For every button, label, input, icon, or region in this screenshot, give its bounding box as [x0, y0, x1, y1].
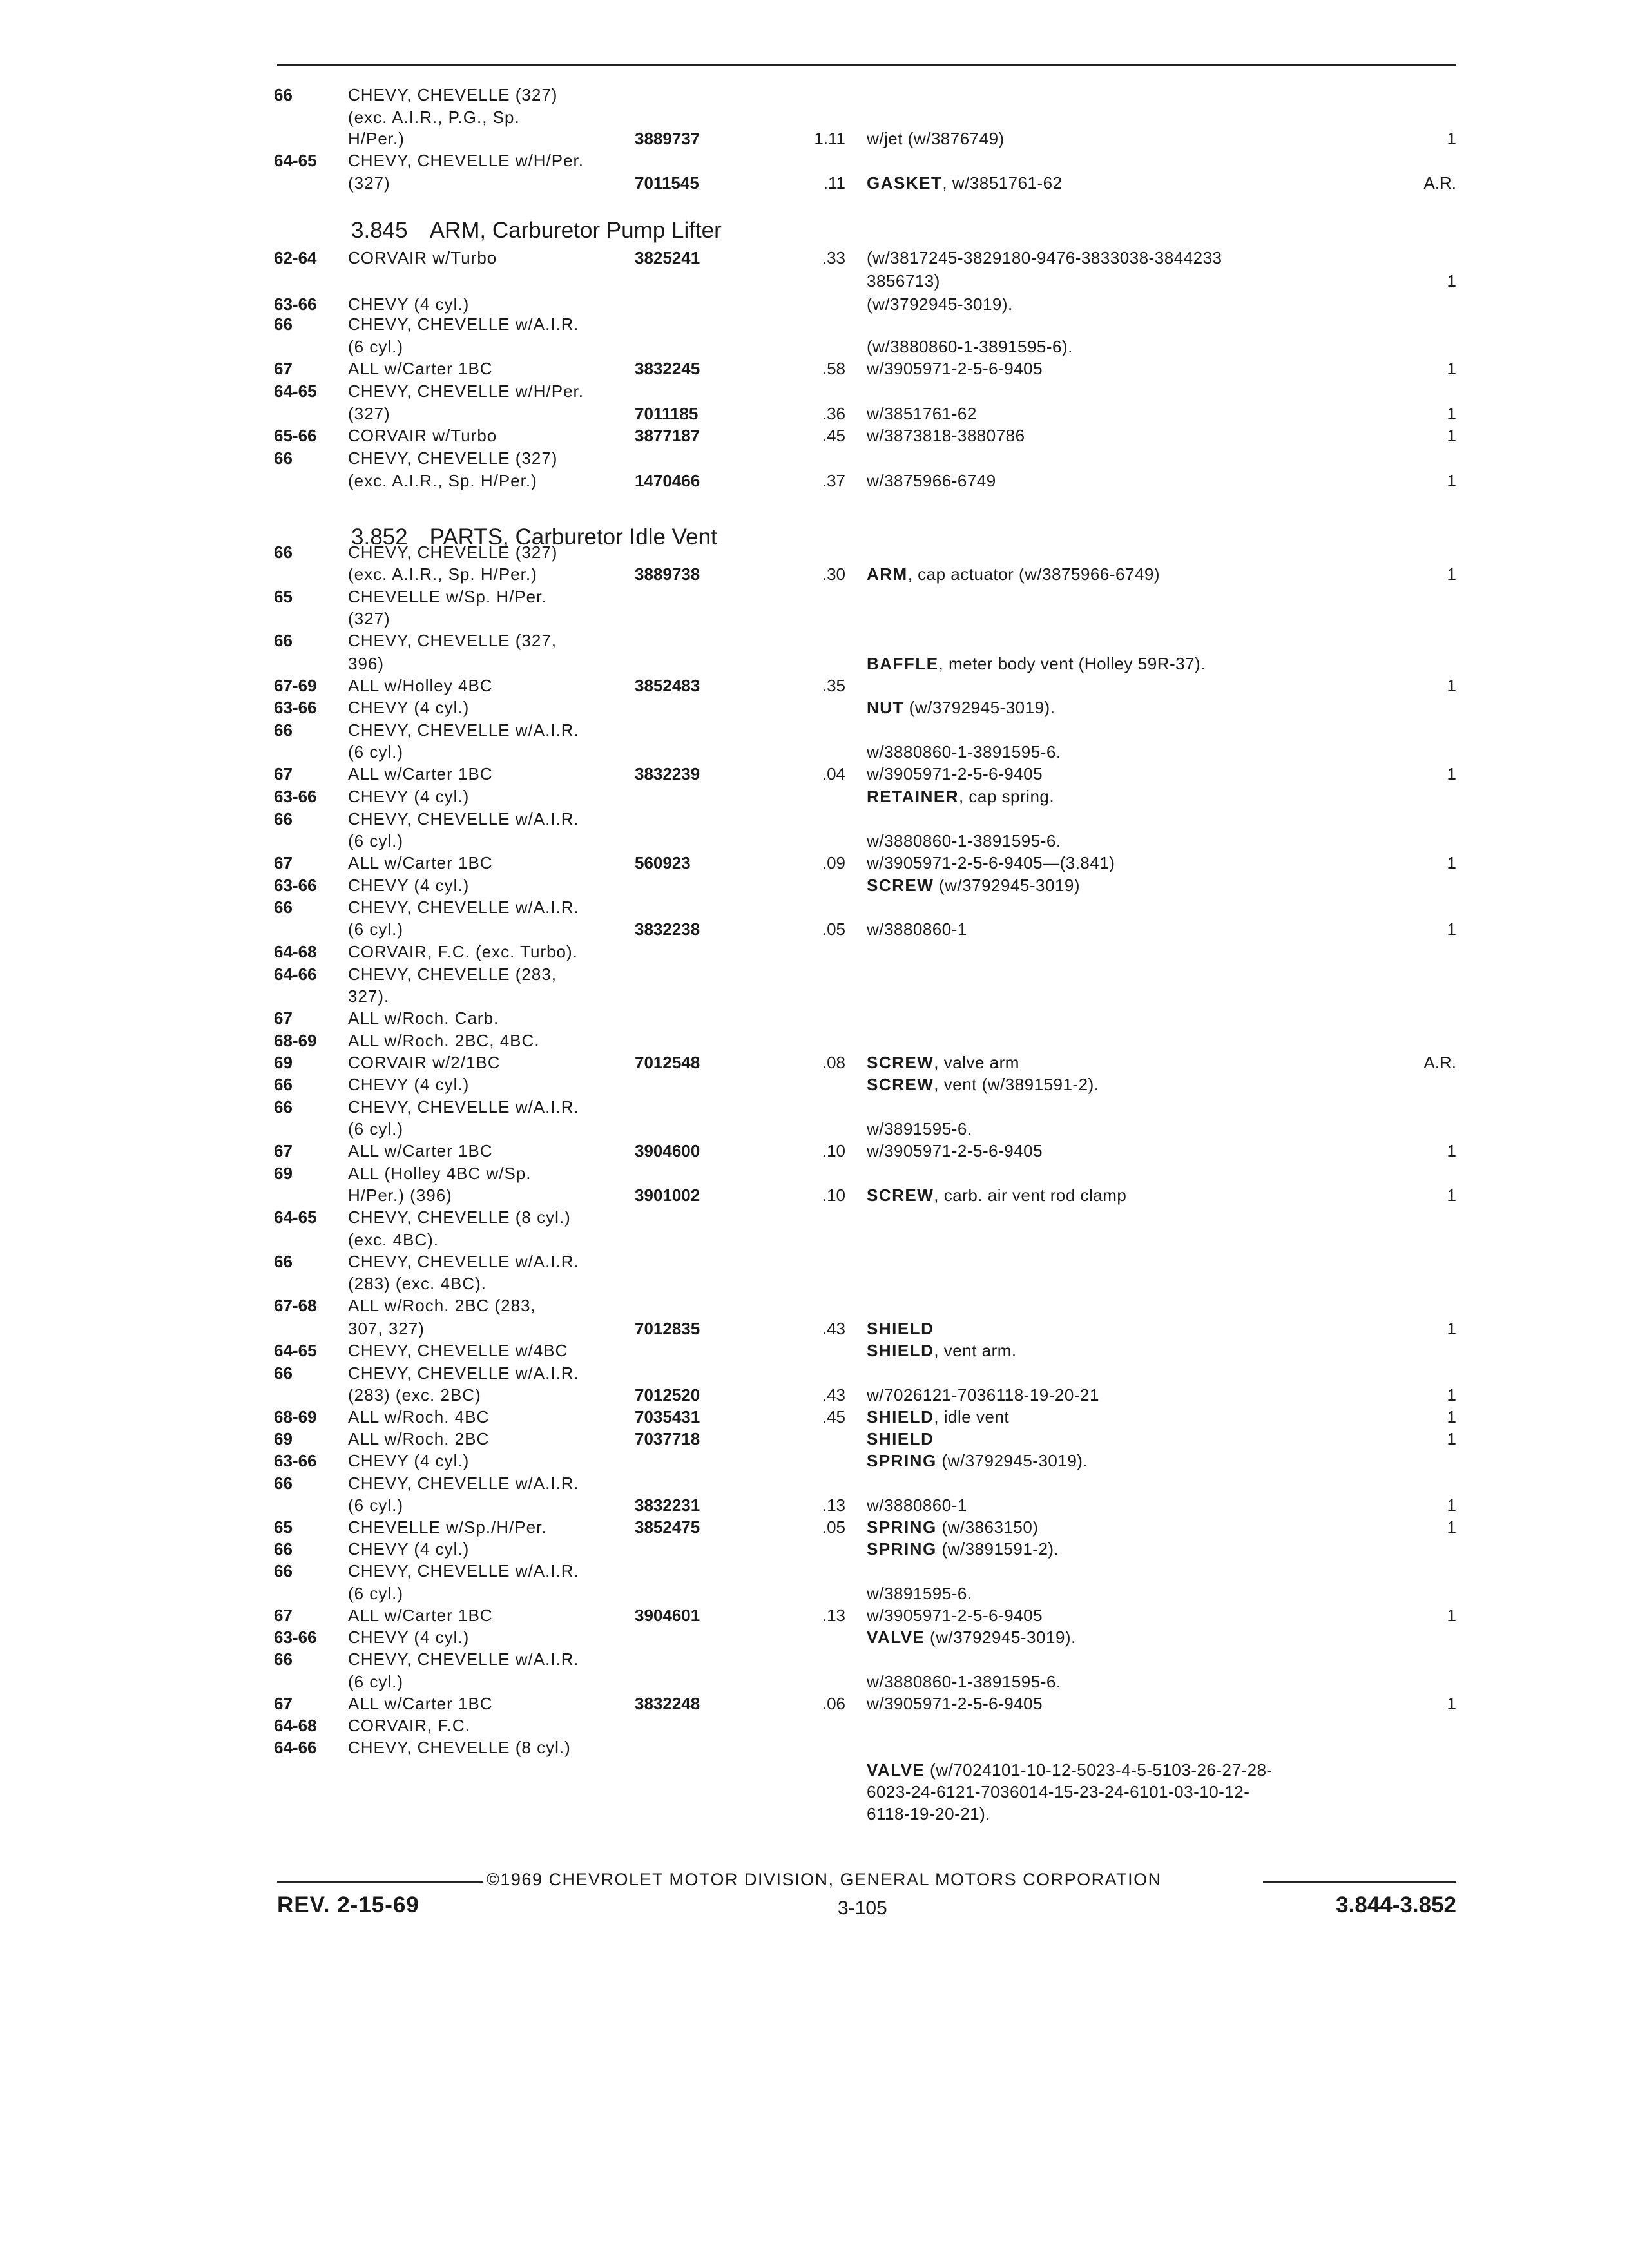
application: H/Per.) (396) — [348, 1186, 452, 1205]
application: CHEVY, CHEVELLE w/A.I.R. — [348, 898, 579, 917]
model-years: 64-65 — [274, 1341, 317, 1360]
remarks-text: (w/3792945-3019). — [925, 1628, 1076, 1647]
application: (6 cyl.) — [348, 1672, 403, 1691]
remarks — [867, 1186, 1126, 1205]
remarks — [867, 337, 1073, 356]
application: (327) — [348, 404, 390, 423]
model-years: 66 — [274, 1363, 293, 1383]
part-name: RETAINER — [867, 787, 959, 806]
part-number: 3877187 — [635, 426, 700, 445]
part-name: SHIELD — [867, 1319, 934, 1338]
quantity: 1 — [1447, 271, 1456, 291]
remarks — [867, 173, 1063, 193]
remarks-text: (w/3817245-3829180-9476-3833038-3844233 — [867, 248, 1222, 267]
application: CHEVY (4 cyl.) — [348, 294, 470, 314]
quantity: 1 — [1447, 426, 1456, 445]
list-price: .43 — [822, 1319, 845, 1338]
remarks-text: , idle vent — [934, 1407, 1010, 1427]
part-number: 7012520 — [635, 1385, 700, 1405]
section-title: ARM, Carburetor Pump Lifter — [429, 218, 722, 243]
model-years: 67 — [274, 1606, 293, 1625]
part-number: 3904601 — [635, 1606, 700, 1625]
application: ALL w/Carter 1BC — [348, 1694, 493, 1713]
part-number: 3832245 — [635, 359, 700, 378]
model-years: 66 — [274, 314, 293, 334]
application: CHEVY, CHEVELLE (8 cyl.) — [348, 1207, 571, 1227]
model-years: 67 — [274, 1141, 293, 1160]
remarks — [867, 919, 967, 939]
quantity: 1 — [1447, 1186, 1456, 1205]
application: CHEVY, CHEVELLE (283, — [348, 965, 557, 984]
list-price: .30 — [822, 564, 845, 584]
application: CHEVY, CHEVELLE (8 cyl.) — [348, 1738, 571, 1757]
section-heading-3-845 — [351, 218, 722, 244]
application: CORVAIR w/Turbo — [348, 248, 497, 267]
application: CHEVY, CHEVELLE w/A.I.R. — [348, 809, 579, 829]
application: CHEVY, CHEVELLE w/H/Per. — [348, 151, 584, 170]
application: ALL w/Carter 1BC — [348, 853, 493, 872]
model-years: 66 — [274, 1474, 293, 1493]
quantity: 1 — [1447, 1517, 1456, 1537]
part-number: 1470466 — [635, 471, 700, 490]
part-number: 3825241 — [635, 248, 700, 267]
remarks — [867, 1053, 1019, 1072]
list-price: .05 — [822, 1517, 845, 1537]
remarks-text: w/jet (w/3876749) — [867, 129, 1005, 148]
part-name: SCREW — [867, 1075, 934, 1094]
remarks — [867, 1539, 1059, 1559]
application: CHEVY, CHEVELLE w/A.I.R. — [348, 1097, 579, 1117]
application: ALL w/Roch. 2BC — [348, 1429, 490, 1448]
footer-copyright: ©1969 CHEVROLET MOTOR DIVISION, GENERAL MOTORS CORPORATION — [487, 1870, 1162, 1889]
model-years: 65-66 — [274, 426, 317, 445]
remarks — [867, 1119, 972, 1139]
model-years: 62-64 — [274, 248, 317, 267]
part-name: ARM — [867, 564, 908, 584]
part-number: 3904600 — [635, 1141, 700, 1160]
model-years: 65 — [274, 1517, 293, 1537]
application: (283) (exc. 4BC). — [348, 1274, 487, 1293]
remarks — [867, 1451, 1088, 1470]
application: CHEVY (4 cyl.) — [348, 1628, 470, 1647]
model-years: 66 — [274, 1649, 293, 1669]
application: CHEVY, CHEVELLE w/A.I.R. — [348, 1252, 579, 1271]
remarks-text: , meter body vent (Holley 59R-37). — [938, 654, 1206, 673]
remarks — [867, 1429, 934, 1448]
remarks — [867, 1804, 990, 1823]
application: CHEVY, CHEVELLE w/A.I.R. — [348, 1363, 579, 1383]
application: (6 cyl.) — [348, 742, 403, 762]
model-years: 66 — [274, 543, 293, 562]
application: CHEVY, CHEVELLE w/A.I.R. — [348, 1649, 579, 1669]
application: CHEVY, CHEVELLE (327, — [348, 631, 557, 650]
remarks-text: (w/3792945-3019). — [936, 1451, 1088, 1470]
model-years: 64-66 — [274, 1738, 317, 1757]
remarks-text: (w/3891591-2). — [936, 1539, 1059, 1559]
part-name: NUT — [867, 698, 904, 717]
part-number: 7037718 — [635, 1429, 700, 1448]
remarks-text: , carb. air vent rod clamp — [934, 1186, 1127, 1205]
footer-rule-right — [1263, 1881, 1456, 1883]
remarks — [867, 831, 1061, 850]
application: (exc. A.I.R., Sp. H/Per.) — [348, 471, 537, 490]
list-price: .09 — [822, 853, 845, 872]
application: 327). — [348, 986, 390, 1006]
remarks-text: (w/3863150) — [936, 1517, 1039, 1537]
remarks — [867, 271, 940, 291]
model-years: 67 — [274, 1008, 293, 1028]
application: CHEVELLE w/Sp. H/Per. — [348, 587, 547, 606]
remarks-text: w/3875966-6749 — [867, 471, 996, 490]
remarks-text: , cap actuator (w/3875966-6749) — [907, 564, 1161, 584]
model-years: 63-66 — [274, 876, 317, 895]
top-rule — [277, 64, 1456, 66]
remarks — [867, 1584, 972, 1603]
quantity: 1 — [1447, 471, 1456, 490]
model-years: 66 — [274, 809, 293, 829]
application: ALL w/Carter 1BC — [348, 359, 493, 378]
remarks-text: w/3880860-1 — [867, 919, 967, 939]
model-years: 64-66 — [274, 965, 317, 984]
remarks-text: , vent arm. — [934, 1341, 1017, 1360]
remarks — [867, 1782, 1249, 1802]
remarks — [867, 1385, 1099, 1405]
list-price: .10 — [822, 1141, 845, 1160]
model-years: 66 — [274, 448, 293, 468]
remarks-text: , vent (w/3891591-2). — [934, 1075, 1099, 1094]
section-number: 3.845 — [351, 218, 408, 243]
list-price: .06 — [822, 1694, 845, 1713]
quantity: A.R. — [1423, 1053, 1456, 1072]
remarks-text: (w/3792945-3019) — [934, 876, 1081, 895]
list-price: .35 — [822, 676, 845, 695]
section-title: PARTS, Carburetor Idle Vent — [429, 524, 717, 550]
remarks — [867, 698, 1055, 717]
remarks-text: (w/3792945-3019). — [867, 294, 1013, 314]
application: CORVAIR w/2/1BC — [348, 1053, 501, 1072]
application: (283) (exc. 2BC) — [348, 1385, 481, 1405]
part-name: SPRING — [867, 1517, 937, 1537]
remarks — [867, 1517, 1038, 1537]
remarks-text: , valve arm — [934, 1053, 1019, 1072]
application: (6 cyl.) — [348, 1119, 403, 1139]
application: (6 cyl.) — [348, 831, 403, 850]
remarks-text: w/3905971-2-5-6-9405 — [867, 764, 1043, 783]
list-price: .04 — [822, 764, 845, 783]
remarks — [867, 1672, 1061, 1691]
quantity: 1 — [1447, 1495, 1456, 1515]
quantity: 1 — [1447, 1407, 1456, 1427]
application: (exc. 4BC). — [348, 1230, 439, 1249]
remarks-text: w/3905971-2-5-6-9405 — [867, 359, 1043, 378]
remarks-text: w/3880860-1-3891595-6. — [867, 831, 1061, 850]
remarks-text: 6023-24-6121-7036014-15-23-24-6101-03-10-12- — [867, 1782, 1250, 1802]
application: CHEVY (4 cyl.) — [348, 1451, 470, 1470]
model-years: 66 — [274, 1539, 293, 1559]
application: CHEVY, CHEVELLE (327) — [348, 85, 558, 104]
model-years: 68-69 — [274, 1407, 317, 1427]
part-number: 3832248 — [635, 1694, 700, 1713]
model-years: 66 — [274, 898, 293, 917]
model-years: 66 — [274, 1097, 293, 1117]
application: CORVAIR, F.C. — [348, 1716, 470, 1735]
remarks-text: 6118-19-20-21). — [867, 1804, 991, 1823]
remarks-text: 3856713) — [867, 271, 940, 291]
part-number: 7035431 — [635, 1407, 700, 1427]
part-number: 7012548 — [635, 1053, 700, 1072]
footer-page-number: 3-105 — [838, 1898, 887, 1919]
remarks-text: w/3880860-1-3891595-6. — [867, 742, 1061, 762]
remarks — [867, 359, 1043, 378]
model-years: 66 — [274, 1561, 293, 1581]
remarks — [867, 564, 1160, 584]
model-years: 66 — [274, 720, 293, 740]
list-price: .08 — [822, 1053, 845, 1072]
remarks — [867, 1319, 934, 1338]
part-number: 3852475 — [635, 1517, 700, 1537]
quantity: 1 — [1447, 564, 1456, 584]
list-price: .13 — [822, 1606, 845, 1625]
quantity: 1 — [1447, 129, 1456, 148]
model-years: 67 — [274, 1694, 293, 1713]
model-years: 69 — [274, 1053, 293, 1072]
application: CHEVY, CHEVELLE w/A.I.R. — [348, 1561, 579, 1581]
part-number: 3889737 — [635, 129, 700, 148]
part-number: 3889738 — [635, 564, 700, 584]
remarks-text: , w/3851761-62 — [942, 173, 1063, 193]
remarks-text: (w/3880860-1-3891595-6). — [867, 337, 1073, 356]
remarks — [867, 764, 1043, 783]
application: (327) — [348, 609, 390, 628]
application: ALL w/Carter 1BC — [348, 764, 493, 783]
quantity: A.R. — [1423, 173, 1456, 193]
footer-section-range: 3.844-3.852 — [1336, 1892, 1456, 1917]
application: CORVAIR, F.C. (exc. Turbo). — [348, 942, 578, 961]
part-number: 7011545 — [635, 173, 699, 193]
part-number: 3852483 — [635, 676, 700, 695]
part-number: 3832238 — [635, 919, 700, 939]
remarks — [867, 1628, 1076, 1647]
part-number: 560923 — [635, 853, 691, 872]
footer-revision: REV. 2-15-69 — [277, 1892, 419, 1917]
remarks-text: w/3851761-62 — [867, 404, 977, 423]
application: (6 cyl.) — [348, 1584, 403, 1603]
quantity: 1 — [1447, 359, 1456, 378]
application: ALL (Holley 4BC w/Sp. — [348, 1164, 532, 1183]
application: (6 cyl.) — [348, 337, 403, 356]
quantity: 1 — [1447, 1319, 1456, 1338]
list-price: .45 — [822, 1407, 845, 1427]
application: 396) — [348, 654, 385, 673]
part-name: SPRING — [867, 1451, 937, 1470]
model-years: 63-66 — [274, 698, 317, 717]
remarks — [867, 1694, 1043, 1713]
remarks-text: w/3905971-2-5-6-9405 — [867, 1141, 1043, 1160]
list-price: .37 — [822, 471, 845, 490]
model-years: 67 — [274, 359, 293, 378]
part-number: 7012835 — [635, 1319, 700, 1338]
application: ALL w/Roch. 2BC (283, — [348, 1296, 536, 1315]
model-years: 66 — [274, 1075, 293, 1094]
model-years: 66 — [274, 85, 293, 104]
model-years: 69 — [274, 1164, 293, 1183]
remarks-text: w/3905971-2-5-6-9405 — [867, 1694, 1043, 1713]
application: (exc. A.I.R., Sp. H/Per.) — [348, 564, 537, 584]
remarks-text: w/3880860-1-3891595-6. — [867, 1672, 1061, 1691]
remarks-text: (w/7024101-10-12-5023-4-5-5103-26-27-28- — [925, 1760, 1273, 1780]
list-price: .13 — [822, 1495, 845, 1515]
model-years: 64-65 — [274, 151, 317, 170]
list-price: .10 — [822, 1186, 845, 1205]
quantity: 1 — [1447, 1606, 1456, 1625]
remarks-text: w/3905971-2-5-6-9405—(3.841) — [867, 853, 1115, 872]
remarks — [867, 1760, 1273, 1780]
part-name: SHIELD — [867, 1429, 934, 1448]
remarks-text: w/3873818-3880786 — [867, 426, 1025, 445]
part-name: SCREW — [867, 876, 934, 895]
model-years: 67-69 — [274, 676, 317, 695]
remarks-text: w/7026121-7036118-19-20-21 — [867, 1385, 1099, 1405]
quantity: 1 — [1447, 764, 1456, 783]
list-price: 1.11 — [814, 129, 845, 148]
application: ALL w/Roch. 2BC, 4BC. — [348, 1031, 540, 1050]
part-number: 3832231 — [635, 1495, 700, 1515]
part-name: GASKET — [867, 173, 943, 193]
remarks — [867, 876, 1080, 895]
application: CHEVY, CHEVELLE (327) — [348, 543, 558, 562]
part-name: VALVE — [867, 1628, 925, 1647]
application: (exc. A.I.R., P.G., Sp. — [348, 108, 520, 127]
application: CORVAIR w/Turbo — [348, 426, 497, 445]
remarks — [867, 248, 1222, 267]
part-number: 3832239 — [635, 764, 700, 783]
part-number: 3901002 — [635, 1186, 700, 1205]
remarks — [867, 1606, 1043, 1625]
application: CHEVY (4 cyl.) — [348, 1539, 470, 1559]
remarks — [867, 129, 1005, 148]
section-number: 3.852 — [351, 524, 408, 550]
quantity: 1 — [1447, 1429, 1456, 1448]
model-years: 67 — [274, 764, 293, 783]
application: (327) — [348, 173, 390, 193]
remarks — [867, 853, 1115, 872]
part-name: SCREW — [867, 1186, 934, 1205]
application: ALL w/Roch. Carb. — [348, 1008, 499, 1028]
model-years: 67-68 — [274, 1296, 317, 1315]
list-price: .33 — [822, 248, 845, 267]
part-name: SHIELD — [867, 1407, 934, 1427]
application: (6 cyl.) — [348, 919, 403, 939]
model-years: 64-65 — [274, 381, 317, 401]
remarks-text: w/3891595-6. — [867, 1119, 972, 1139]
application: CHEVELLE w/Sp./H/Per. — [348, 1517, 547, 1537]
part-name: VALVE — [867, 1760, 925, 1780]
model-years: 63-66 — [274, 1628, 317, 1647]
remarks — [867, 426, 1025, 445]
application: CHEVY, CHEVELLE w/H/Per. — [348, 381, 584, 401]
list-price: .36 — [822, 404, 845, 423]
remarks — [867, 404, 977, 423]
quantity: 1 — [1447, 1694, 1456, 1713]
remarks-text: w/3880860-1 — [867, 1495, 967, 1515]
footer-rule-left — [277, 1881, 483, 1883]
remarks — [867, 1495, 967, 1515]
remarks — [867, 654, 1206, 673]
application: CHEVY, CHEVELLE (327) — [348, 448, 558, 468]
remarks-text: w/3905971-2-5-6-9405 — [867, 1606, 1043, 1625]
application: ALL w/Holley 4BC — [348, 676, 493, 695]
remarks — [867, 471, 996, 490]
model-years: 63-66 — [274, 1451, 317, 1470]
part-name: BAFFLE — [867, 654, 939, 673]
application: CHEVY (4 cyl.) — [348, 1075, 470, 1094]
remarks — [867, 742, 1061, 762]
quantity: 1 — [1447, 853, 1456, 872]
quantity: 1 — [1447, 404, 1456, 423]
remarks — [867, 1075, 1099, 1094]
list-price: .11 — [823, 173, 845, 193]
remarks — [867, 787, 1054, 806]
model-years: 64-68 — [274, 942, 317, 961]
application: ALL w/Carter 1BC — [348, 1141, 493, 1160]
application: CHEVY (4 cyl.) — [348, 698, 470, 717]
quantity: 1 — [1447, 676, 1456, 695]
application: CHEVY, CHEVELLE w/4BC — [348, 1341, 568, 1360]
remarks — [867, 1407, 1009, 1427]
model-years: 64-68 — [274, 1716, 317, 1735]
model-years: 69 — [274, 1429, 293, 1448]
model-years: 65 — [274, 587, 293, 606]
application: CHEVY (4 cyl.) — [348, 787, 470, 806]
quantity: 1 — [1447, 1141, 1456, 1160]
application: 307, 327) — [348, 1319, 425, 1338]
application: CHEVY, CHEVELLE w/A.I.R. — [348, 314, 579, 334]
application: (6 cyl.) — [348, 1495, 403, 1515]
list-price: .45 — [822, 426, 845, 445]
part-name: SHIELD — [867, 1341, 934, 1360]
remarks-text: , cap spring. — [958, 787, 1055, 806]
remarks-text: (w/3792945-3019). — [903, 698, 1055, 717]
application: ALL w/Carter 1BC — [348, 1606, 493, 1625]
model-years: 64-65 — [274, 1207, 317, 1227]
list-price: .58 — [822, 359, 845, 378]
part-number: 7011185 — [635, 404, 699, 423]
application: ALL w/Roch. 4BC — [348, 1407, 490, 1427]
part-name: SPRING — [867, 1539, 937, 1559]
remarks — [867, 294, 1013, 314]
model-years: 66 — [274, 1252, 293, 1271]
remarks — [867, 1141, 1043, 1160]
model-years: 68-69 — [274, 1031, 317, 1050]
application: H/Per.) — [348, 129, 405, 148]
model-years: 67 — [274, 853, 293, 872]
model-years: 63-66 — [274, 787, 317, 806]
quantity: 1 — [1447, 1385, 1456, 1405]
quantity: 1 — [1447, 919, 1456, 939]
list-price: .05 — [822, 919, 845, 939]
model-years: 66 — [274, 631, 293, 650]
application: CHEVY, CHEVELLE w/A.I.R. — [348, 720, 579, 740]
list-price: .43 — [822, 1385, 845, 1405]
model-years: 63-66 — [274, 294, 317, 314]
application: CHEVY, CHEVELLE w/A.I.R. — [348, 1474, 579, 1493]
remarks-text: w/3891595-6. — [867, 1584, 972, 1603]
remarks — [867, 1341, 1017, 1360]
application: CHEVY (4 cyl.) — [348, 876, 470, 895]
part-name: SCREW — [867, 1053, 934, 1072]
